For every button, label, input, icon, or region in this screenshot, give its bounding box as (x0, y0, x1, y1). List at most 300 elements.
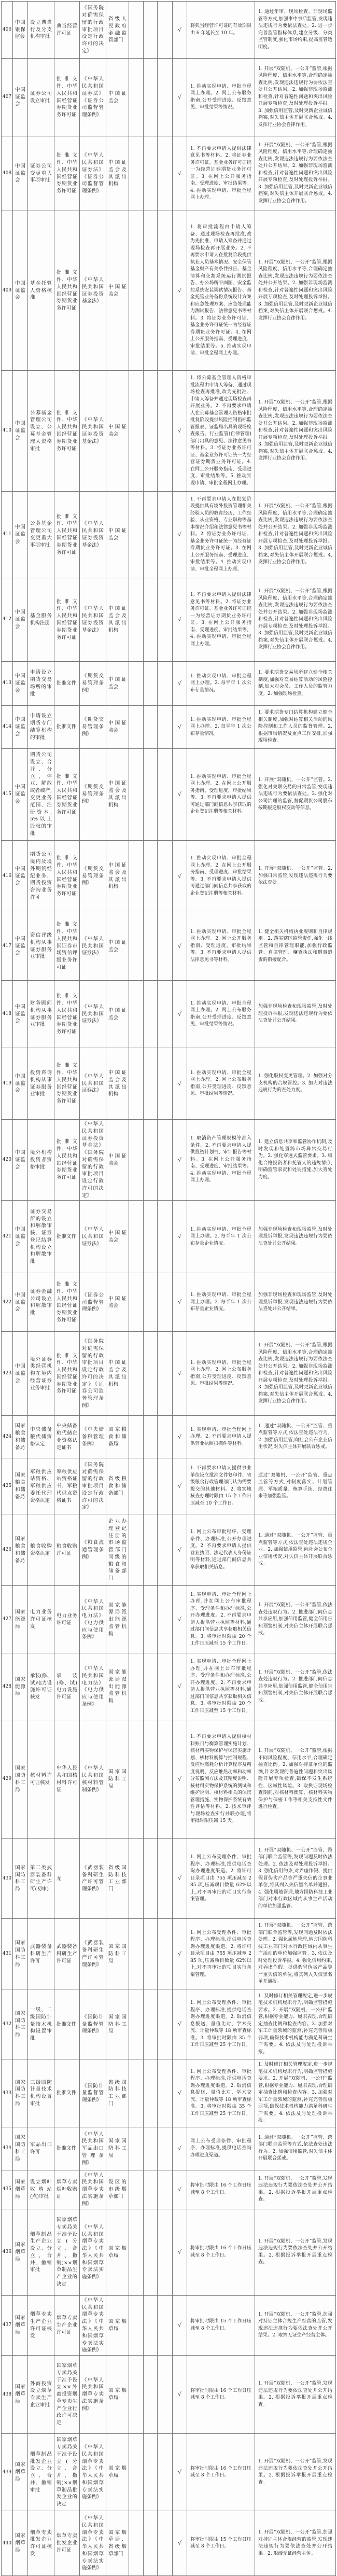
check-mark: √ (173, 1653, 187, 1720)
reform-mode-cell-3 (158, 59, 173, 136)
supervision-measures-cell: 1. 要求期货交易场所建立健全相关制度,加强对交易结算活动的风险控制,加大对会员、工作人员的监管力度。2. 加强现场检查。 (255, 662, 336, 706)
reform-measures-cell: 将审批时限由 16 个工作日压减至 8 个工作日。 (187, 2170, 255, 2209)
reform-mode-cell-2 (144, 2356, 158, 2434)
reform-measures-cell: 将审批时限由 16 个工作日压减至 8 个工作日。 (187, 2356, 255, 2434)
reform-mode-cell-2 (144, 2209, 158, 2295)
check-mark: √ (173, 2127, 187, 2170)
item-name-cell: 境外机构投资者资格审批 (28, 1120, 54, 1201)
item-name-cell: 基金托管人资格核准 (28, 211, 54, 371)
supervision-measures-cell: 1. 通过年审、现场检查、非现场监管等方式,加强事中事后监管,发现违法违规行为要依法查处。2. 进一步完善监管指标体系,建立分级、分类监管制度,强化市场约束,提高监管透明度。 (255, 2, 336, 59)
approval-authority-cell: 省级国防科技工业部门 (106, 1839, 129, 1919)
supervision-measures-cell: 1. 开展“双随机、一公开”监管,加强对持证主体合规生产经营的监管,发现违法违规行为要依法查处并公开结果。2. 取缔无证生产经营主体。 (255, 2295, 336, 2355)
reform-mode-cell-2 (144, 2059, 158, 2127)
check-mark: √ (173, 1416, 187, 1458)
legal-basis-cell: 《粮食流通管理条例》 (80, 1514, 106, 1586)
legal-basis-cell: 《中华人民共和国烟草专卖法》《中华人民共和国烟草专卖法实施条例》 (80, 2511, 106, 2576)
check-mark: √ (173, 2434, 187, 2511)
row-number-cell: 432 (2, 1989, 13, 2059)
legal-basis-cell: 《中华人民共和国电力法》《电力供应与使用条例》 (80, 1653, 106, 1720)
row-number-cell: 413 (2, 662, 13, 706)
check-mark: √ (173, 2295, 187, 2355)
reform-measures-cell: 将审批时限由 15 个工作日压减至 8 个工作日。 (187, 2295, 255, 2355)
table-row (2, 1653, 336, 1720)
department-cell: 中国证监会 (13, 578, 28, 662)
item-name-cell: 基金服务机构注册 (28, 578, 54, 662)
reform-mode-cell-2 (144, 492, 158, 578)
department-cell: 国家国防科工局 (13, 1720, 28, 1839)
reform-mode-cell-1 (129, 1720, 144, 1839)
reform-measures-cell: 1. 推动实现申请、审批全程网上办理。2. 每半年 1 次公布存量情况。 (187, 706, 255, 749)
item-name-cell: 资信评级机构从事证券服务业审批 (28, 912, 54, 981)
check-mark: √ (173, 2511, 187, 2576)
reform-mode-cell-1 (129, 1416, 144, 1458)
supervision-measures-cell: 1. 开展“双随机、一公开”监管,根据风险程度、信用水平等,合理确定抽查比例,发现违法违规行为要依法查处并公开结果。2. 加强非现场监测和检查,针对普遍性问题和突出风险开展专项检查,及时处理投诉举报。3. 加强信用监管,及时更新企业诚信档案,对失信主体开展联合惩戒。4. 发挥行业协会自律作用。 (255, 492, 336, 578)
reform-measures-cell: 1. 推动实现申请、审批全程网上办理。2. 网上公布服务指南,公开受理进度、反馈意见、审批结果等情况。 (187, 1048, 255, 1120)
supervision-measures-cell: 1. 健全相关机构执业规则和自律规则。2. 落实辖区监管责任,强化一线监管和自律管理职能,加强行政监管、自律管理、稽查执法和刑事追责的衔接配合。 (255, 912, 336, 981)
department-cell: 中国证监会 (13, 1120, 28, 1201)
reform-mode-cell-2 (144, 2, 158, 59)
reform-measures-cell: 网上公布受理条件、审批程序、办理标准,提供电话查询办理进度渠道。 (187, 2127, 255, 2170)
reform-mode-cell-2 (144, 59, 158, 136)
item-name-cell: 承装(修、试)电力设施许可证核发 (28, 1653, 54, 1720)
table-row (2, 2209, 336, 2295)
row-number-cell: 433 (2, 2059, 13, 2127)
reform-mode-cell-1 (129, 2209, 144, 2295)
license-name-cell: 批准文件、中华人民共和国经营证券期货业务许可证 (54, 136, 80, 211)
legal-basis-cell: 《中华人民共和国烟草专卖法实施条例》 (80, 2356, 106, 2434)
row-number-cell: 410 (2, 371, 13, 492)
legal-basis-cell: 《中华人民共和国烟草专卖法实施条例》 (80, 2170, 106, 2209)
legal-basis-cell: 《中华人民共和国证券投资基金法》 (80, 371, 106, 492)
legal-basis-cell: 《期货交易管理条例》 (80, 706, 106, 749)
item-name-cell: 第二类武器装备科研生产许可(初审) (28, 1839, 54, 1919)
legal-basis-cell: 《中华人民共和国证券法》 (80, 1201, 106, 1273)
department-cell: 中国证监会 (13, 136, 28, 211)
reform-measures-cell: 1. 推动实现申请、审批全程网上办理。2. 网上公布服务指南,公开受理进度、反馈意见、审批结果等情况。 (187, 59, 255, 136)
row-number-cell: 421 (2, 1201, 13, 1273)
check-mark: √ (173, 2170, 187, 2209)
reform-mode-cell-3 (158, 2127, 173, 2170)
license-name-cell: 烟草专卖生产企业许可证 (54, 2295, 80, 2355)
reform-mode-cell-3 (158, 2295, 173, 2355)
reform-mode-cell-3 (158, 2059, 173, 2127)
table-row (2, 1332, 336, 1416)
legal-basis-cell: 《中华人民共和国证券法》 (80, 981, 106, 1048)
legal-basis-cell: 《期货交易管理条例》 (80, 749, 106, 841)
reform-mode-cell-2 (144, 1048, 158, 1120)
supervision-measures-cell: 1. 强化股权变更管理。2. 加强对分支机构的合规管控。3. 加大对违法违规行为的查处力度。 (255, 1048, 336, 1120)
supervision-measures-cell: 1. 开展“双随机、一公开”监管,根据风险程度、信用水平等,合理确定抽查比例,发现违法违规行为要依法查处并公开结果。2. 加强非现场监测和检查,针对普遍性问题和突出风险开展专项检查,及时处理投诉举报。3. 加强信用监管,及时更新企业诚信档案,对失信主体开展联合惩戒。4. 发挥行业协会自律作用。 (255, 1332, 336, 1416)
table-row (2, 2511, 336, 2576)
department-cell: 中国证监会 (13, 841, 28, 912)
department-cell: 国家国防科工局 (13, 1989, 28, 2059)
item-name-cell: 一级、二级国防计量技术机构设置审批 (28, 1989, 54, 2059)
row-number-cell: 435 (2, 2170, 13, 2209)
reform-mode-cell-2 (144, 1514, 158, 1586)
reform-mode-cell-2 (144, 211, 158, 371)
supervision-measures-cell: 1. 开展“双随机、一公开”监管,发现违法违规行为要依法查处并公开结果。2. 根据投诉举报开展重点检查。 (255, 2209, 336, 2295)
table-row (2, 2127, 336, 2170)
table-row (2, 136, 336, 211)
row-number-cell: 414 (2, 706, 13, 749)
row-number-cell: 416 (2, 841, 13, 912)
reform-measures-cell: 1. 网上公布受理条件、审批程序、办理标准,提供电话查询办理进度渠道。2. 将许可目录项目由 755 项压减至 285 项,压减项目数量 62%以上,对不再审批的项目实行备案管理。 (187, 1919, 255, 1989)
row-number-cell: 430 (2, 1839, 13, 1919)
item-name-cell: 公募基金管理公司变更重大事项审批 (28, 492, 54, 578)
reform-mode-cell-3 (158, 136, 173, 211)
item-name-cell: 烟草制品批发企业设立、分立、合并、撤销审批 (28, 2434, 54, 2511)
reform-measures-cell: 1. 网上公布受理条件、审批程序、办理标准,提供电话查询办理进度渠道。2. 取消信息报送、量值比对、学术交流、计量仲裁等 18 项审查标准。3. 将审批时限由 35 个工作日压减至 25 个工作日。 (187, 2059, 255, 2127)
approval-authority-cell: 中国证监会及其派出机构 (106, 1048, 129, 1120)
check-mark: √ (173, 912, 187, 981)
supervision-measures-cell: 1. 建立信息共享和监管协作机制,及时发现和处置跨市场异常交易行为。2. 强化穿透式监管要求。3. 细化合格投资者和托管人的违规情形,明确监管职责和处罚措施,加大查处力度。 (255, 1120, 336, 1201)
department-cell: 中国证监会 (13, 912, 28, 981)
license-name-cell: 批准文件、中华人民共和国经营证券期货业务许可证 (54, 59, 80, 136)
supervision-measures-cell: 1. 开展“双随机、一公开”监管,根据风险程度、信用水平等,合理确定抽查比例,发现违法违规行为要依法查处并公开结果。2. 加强非现场监测和检查,针对普遍性问题和突出风险开展专项检查,及时处理投诉举报。3. 加强信用监管,及时更新企业诚信档案,对失信主体开展联合惩戒。4. 发挥行业协会自律作用。 (255, 578, 336, 662)
license-name-cell: 批准文件 (54, 2059, 80, 2127)
reform-measures-cell: 1. 网上公布受理条件、审批程序、办理标准,提供电话查询办理进度渠道。2. 将许可目录项目由 755 项压减至 285 项,压减项目数量 62%以上,对不再审批的项目实行备案管理。 (187, 1839, 255, 1919)
item-name-cell: 境外证券类经营机构在境内经营证券业务审批 (28, 1332, 54, 1416)
reform-mode-cell-2 (144, 706, 158, 749)
reform-mode-cell-3 (158, 1919, 173, 1989)
reform-measures-cell: 1. 取消资产管理规模等准入条件。2. 不再要求申请人提供投资计划书、审计报告等材料。3. 在网上公开服务指南、受理进度、审批结果等。4. 推动实现申请、审批全程网上办理。 (187, 1120, 255, 1201)
check-mark: √ (173, 1048, 187, 1120)
department-cell: 国家烟草局 (13, 2434, 28, 2511)
supervision-measures-cell: 加强非现场检查和现场监管,及时处理投诉举报,发现违法违规行为要依法查处并公开结果。 (255, 1201, 336, 1273)
reform-mode-cell-3 (158, 1273, 173, 1332)
item-name-cell: 公募基金管理公司设立、公募基金管理人资格审批 (28, 371, 54, 492)
reform-mode-cell-2 (144, 136, 158, 211)
reform-mode-cell-2 (144, 1201, 158, 1273)
item-name-cell: 电力业务许可证核发 (28, 1586, 54, 1653)
row-number-cell: 418 (2, 981, 13, 1048)
check-mark: √ (173, 1120, 187, 1201)
item-name-cell: 期货公司设立、合并、分立、停业、解散或者破产,变更业务范围、注册资本,5%以上股权的审批 (28, 749, 54, 841)
reform-mode-cell-3 (158, 578, 173, 662)
item-name-cell: 投资咨询机构从事证券服务业审批 (28, 1048, 54, 1120)
approval-authority-cell: 中国证监会 (106, 371, 129, 492)
department-cell: 国家国防科工局 (13, 1919, 28, 1989)
reform-measures-cell: 1. 将审批流程由申请人筹备、通过现场检查再批准,改为先批准、申请人筹备并通过现场检查再开展业务。2. 不再要求申请人在批复阶段提供执业人员基本情况、安全保管基金财产有关条件报告、基金清算和交割系统运行测试报告、办公场所平面图、安全监控系统安装调试情况报告、基金托管业务备份系统设计方案和应急处理方案、应急处理能力测试报告、法律意见书等材料。3. 将证券业务许可证、基金业务许可证统一为经营证券期货业务许可证。4. 在网上公开服务指南、受理进度、审批结果等。5. 推动实现申请、审批全程网上办理。 (187, 211, 255, 371)
legal-basis-cell: 《证券公司监督管理条例》 (80, 1273, 106, 1332)
reform-measures-cell: 将审批时限由 16 个工作日压减至 8 个工作日。 (187, 2434, 255, 2511)
supervision-measures-cell: 1. 开展“双随机、一公开”监管,发现违法违规行为要依法查处并公开结果。2. 根据投诉举报开展重点检查。 (255, 2434, 336, 2511)
reform-measures-cell: 1. 推动实现申请、审批全程网上办理。2. 每半年 1 次公布存量情况。 (187, 662, 255, 706)
approval-authority-cell: 国家烟草局、省级烟草部门 (106, 2511, 129, 2576)
reform-measures-cell: 1. 网上公布受理条件、审批程序、办理标准,提供电话查询办理进度渠道。2. 取消信息报送、量值比对、学术交流、计量仲裁等 18 项审查标准。3. 将审批时限由 35 个工作日压减至 25 个工作日。 (187, 1989, 255, 2059)
department-cell: 国家烟草局 (13, 2295, 28, 2355)
department-cell: 中国证监会 (13, 662, 28, 706)
reform-mode-cell-2 (144, 662, 158, 706)
reform-mode-cell-3 (158, 1458, 173, 1514)
legal-basis-cell: 《中华人民共和国证券投资基金法》《国务院对确需保留的行政审批项目设定行政许可的决定》 (80, 1120, 106, 1201)
reform-measures-cell: 1. 推动实现申请、审批全程网上办理。2. 网上公布服务指南,公开受理进度、反馈意见、审批结果等情况。 (187, 981, 255, 1048)
reform-measures-cell: 1. 推动实现申请、审批全程网上办理。2. 在网上公开服务指南、受理进度、审批结果等。3. 不再要求申请人提供可通过部门间信息共享获取的企业登记注册等相关材料。 (187, 749, 255, 841)
license-name-cell: 批准文件、中华人民共和国经营证券期货业务许可证 (54, 578, 80, 662)
approval-authority-cell: 中国证监会及其派出机构 (106, 749, 129, 841)
supervision-measures-cell: 1. 开展“双随机、一公开”监管,根据风险程度、信用水平等,合理确定抽查比例,发现违法违规行为要依法查处并公开结果。2. 加强非现场监测和检查,针对普遍性问题和突出风险开展专项检查,及时处理投诉举报。3. 加强信用监管,及时更新企业诚信档案,对失信主体开展联合惩戒。4. 发挥行业协会自律作用。 (255, 59, 336, 136)
approval-authority-cell: 中国证监会 (106, 59, 129, 136)
reform-mode-cell-3 (158, 2, 173, 59)
row-number-cell: 429 (2, 1720, 13, 1839)
license-name-cell: 烟草专卖烟叶收购证 (54, 2170, 80, 2209)
approval-authority-cell: 中国证监会 (106, 912, 129, 981)
department-cell: 国家粮食和储备局 (13, 1458, 28, 1514)
reform-mode-cell-2 (144, 749, 158, 841)
reform-mode-cell-3 (158, 1120, 173, 1201)
reform-mode-cell-3 (158, 662, 173, 706)
supervision-measures-cell: 1. 通过“双随机、一公开”监管、重点监管等方式,依法查处违法违规企业。2. 加强信用监管,向社会公布企业信用状况,对失信主体开展联合惩戒。 (255, 1514, 336, 1586)
reform-mode-cell-1 (129, 59, 144, 136)
reform-mode-cell-3 (158, 912, 173, 981)
check-mark: √ (173, 662, 187, 706)
table-row (2, 1201, 336, 1273)
reform-measures-cell: 1. 不再要求申请人提供事业单位设立批准文件复印件、省级粮食行政管理部门认为需要提交的其他材料。2. 将实地核查办理时限由 15 个工作日压减至 10 个工作日。 (187, 1458, 255, 1514)
legal-basis-cell: 《期货交易管理条例》 (80, 662, 106, 706)
approval-authority-cell: 国家烟草局 (106, 2209, 129, 2295)
department-cell: 国家能源局 (13, 1653, 28, 1720)
department-cell: 中国证监会 (13, 59, 28, 136)
legal-basis-cell: 《中华人民共和国电力法》《电力供应与使用条例》 (80, 1586, 106, 1653)
table-row (2, 981, 336, 1048)
license-name-cell: 武器装备科研生产许可证 (54, 1919, 80, 1989)
approval-items-table (1, 1, 336, 2576)
reform-mode-cell-2 (144, 578, 158, 662)
reform-mode-cell-1 (129, 492, 144, 578)
approval-authority-cell: 中国证监会 (106, 1120, 129, 1201)
department-cell: 中国证监会 (13, 749, 28, 841)
row-number-cell: 431 (2, 1919, 13, 1989)
check-mark: √ (173, 706, 187, 749)
row-number-cell: 408 (2, 136, 13, 211)
check-mark: √ (173, 492, 187, 578)
reform-mode-cell-2 (144, 1839, 158, 1919)
legal-basis-cell: 《中华人民共和国证券法》 (80, 912, 106, 981)
reform-mode-cell-3 (158, 1048, 173, 1120)
supervision-measures-cell: 通过“双随机、一公开”监管、重点监管等方式,对制度落实、计划管理、军粮质量、核算手续、经费往来等加强监管。 (255, 1458, 336, 1514)
supervision-measures-cell: 1. 开展“双随机、一公开”监管、跨部门联合监管等,发现问题及时依法处理。2. 强化属地管理,地方国防科技工业部门对本行政区域内从事生产活动的单位加强监管。3. 依法及时处理投诉举报。4. 强化信用约束,对弄虚作假、提供假冒伪劣产品等严重失信的单位,将其列入失信黑名单并通报。 (255, 1919, 336, 1989)
reform-mode-cell-2 (144, 1919, 158, 1989)
supervision-measures-cell: 1. 开展“双随机、一公开”监管,根据风险程度、信用水平等,合理确定抽查比例,发现违法违规行为要依法查处并公开结果。2. 加强非现场监测和检查,针对普遍性问题和突出风险开展专项检查,及时处理投诉举报。3. 加强信用监管,及时更新企业诚信档案,对失信主体开展联合惩戒。4. 发挥行业协会自律作用。 (255, 371, 336, 492)
reform-measures-cell: 1. 不再要求申请人提供法律意见书等材料。2. 将证券业务许可证、基金业务许可证统一为经营证券期货业务许可证。3. 在网上公开服务指南、受理进度、审批结果等。4. 推动实现申请、审批全程网上办理。 (187, 578, 255, 662)
item-name-cell: 设立典当行及分支机构审批 (28, 2, 54, 59)
license-name-cell: 批准文件、中华人民共和国经营证券期货业务许可证 (54, 841, 80, 912)
item-name-cell: 证券交易所的设立和解散审核、证券登记结算机构设立和解散审批 (28, 1201, 54, 1273)
approval-authority-cell: 国家国防科工局 (106, 1720, 129, 1839)
approval-authority-cell: 国家粮食和储备局 (106, 1416, 129, 1458)
reform-mode-cell-2 (144, 1416, 158, 1458)
license-name-cell: 国家烟草专卖局关于准予设立(分立、合并、撤销)××烟草制品批发企业的决定 (54, 2434, 80, 2511)
license-name-cell: 典当经营许可证 (54, 2, 80, 59)
license-name-cell: 批准文件、中华人民共和国经营证券期货业务许可证 (54, 1273, 80, 1332)
approval-authority-cell: 中国证监会 (106, 1273, 129, 1332)
reform-mode-cell-1 (129, 1653, 144, 1720)
reform-mode-cell-1 (129, 211, 144, 371)
supervision-measures-cell: 1. 开展“双随机、一公开”监管,发现违法违规行为要依法查处并公开结果。2. 根据投诉举报开展重点检查。 (255, 2356, 336, 2434)
reform-measures-cell: 1. 推动实现申请、审批全程网上办理。2. 网上公布服务指南,公开受理进度、反馈意见、审批结果等情况。 (187, 1332, 255, 1416)
row-number-cell: 426 (2, 1514, 13, 1586)
reform-mode-cell-1 (129, 706, 144, 749)
approval-authority-cell: 国家能源局派出能源监管机构 (106, 1653, 129, 1720)
table-row (2, 706, 336, 749)
approval-table-body (2, 2, 336, 2576)
row-number-cell: 409 (2, 211, 13, 371)
supervision-measures-cell: 1. 开展“双随机、一公开”监管、跨部门联合监管等,发现问题及时依法处理。2. 依法及时处理投诉举报。3. 强化信用约束,对弄虚作假、提供假冒伪劣产品等严重失信的企事业单位,将其列入失信黑名单并通报。4. 强化属地管理,地方国防科技工业部门对本行政区域内从事生产活动的单位加强监管。 (255, 1839, 336, 1919)
reform-mode-cell-1 (129, 1989, 144, 2059)
approval-authority-cell: 国家烟草局 (106, 2356, 129, 2434)
supervision-measures-cell: 1. 要求期货专门结算机构建立健全相关制度,加强对结算相关活动的风险控制和工作人员的监督管理。2. 根据市场情况及重点工作安排,加强现场检查。 (255, 706, 336, 749)
reform-mode-cell-1 (129, 1458, 144, 1514)
reform-mode-cell-1 (129, 1201, 144, 1273)
item-name-cell: 武器装备科研生产许可 (28, 1919, 54, 1989)
row-number-cell: 439 (2, 2434, 13, 2511)
table-row (2, 59, 336, 136)
approval-authority-cell: 国家能源局派出能源监管机构 (106, 1586, 129, 1653)
supervision-measures-cell: 1. 开展“双随机、一公开”监管,根据不同风险程度、信用水平,合理确定抽查比例。2. 加强对持证单位的监测,针对发现的普遍性问题和突出风险开展专项检查,确保不发生系统性、区域性风险。3. 取换证现场检查期间,对核材料衡算、核材料实物保护与保密工作等相关支持性文件进行检查。 (255, 1720, 336, 1839)
reform-mode-cell-2 (144, 371, 158, 492)
reform-mode-cell-1 (129, 2295, 144, 2355)
row-number-cell: 428 (2, 1653, 13, 1720)
reform-mode-cell-3 (158, 2511, 173, 2576)
approval-authority-cell: 中国证监会 (106, 492, 129, 578)
department-cell: 中国证监会 (13, 1332, 28, 1416)
reform-mode-cell-2 (144, 2127, 158, 2170)
reform-mode-cell-1 (129, 2, 144, 59)
check-mark: √ (173, 1919, 187, 1989)
supervision-measures-cell: 1. 开展“双随机、一公开”监管,依法查处违规行为。2. 推进部门间信息共享应用,加强信用监管,健全信用告知预警机制,对失信主体开展联合惩戒。 (255, 1653, 336, 1720)
approval-authority-cell: 国家国防科工局 (106, 1989, 129, 2059)
license-name-cell: 承装(修、试)电力设施许可证 (54, 1653, 80, 1720)
department-cell: 中国证监会 (13, 706, 28, 749)
legal-basis-cell: 《中华人民共和国军品出口管理条例》 (80, 2127, 106, 2170)
supervision-measures-cell: 1. 开展“双随机、一公开”监管。2. 加强日常监管,发现违法违规行为要依法查处。 (255, 841, 336, 912)
approval-authority-cell: 国家烟草局 (106, 2295, 129, 2355)
check-mark: √ (173, 2209, 187, 2295)
reform-mode-cell-1 (129, 841, 144, 912)
table-row (2, 2, 336, 59)
reform-measures-cell: 1. 实现申请、审批全程网上办理,并在网上公布审批程序、受理条件和办理标准,公开办理进度。2. 不再要求申请人提供营业执照等材料,通过部门间信息共享获取相关信息。3. 将审批时限由 20 个工作日压减至 15 个工作日。 (187, 1653, 255, 1720)
approval-authority-cell: 设区的市级烟草部门 (106, 2170, 129, 2209)
reform-mode-cell-1 (129, 2127, 144, 2170)
license-name-cell: 批准文件、中华人民共和国证券市场资信评级业务许可证 (54, 912, 80, 981)
reform-mode-cell-2 (144, 1120, 158, 1201)
license-name-cell: 烟草专卖批发企业许可证 (54, 2511, 80, 2576)
approval-authority-cell: 中国证监会及其派出机构 (106, 1332, 129, 1416)
table-row (2, 1273, 336, 1332)
department-cell: 国家粮食和储备局 (13, 1416, 28, 1458)
license-name-cell: 中央储备粮代储企业资格认定证书 (54, 1416, 80, 1458)
supervision-measures-cell: 1. 及时修订相关管理规定,进一步规范技术机构履职行为,明确监管措施要求。2. 开展“双随机、一公开”监管,根据专业能力、履职表现,合理确定抽查比例和检查内容。3. 加强对军工计量领域的监测,补充完善短板弱项,确保技术机构能力满足科研生产需要。4. 依法及时处理投诉举报。 (255, 2059, 336, 2127)
reform-mode-cell-3 (158, 2209, 173, 2295)
reform-mode-cell-3 (158, 749, 173, 841)
license-name-cell: 中华人民共和国核材料许可证 (54, 1720, 80, 1839)
row-number-cell: 427 (2, 1586, 13, 1653)
table-row (2, 492, 336, 578)
table-row (2, 1586, 336, 1653)
reform-mode-cell-2 (144, 2170, 158, 2209)
license-name-cell: 批准文件 (54, 662, 80, 706)
reform-mode-cell-1 (129, 1273, 144, 1332)
supervision-measures-cell: 1. 开展“双随机、一公开”监管,根据风险程度、信用水平等,合理确定抽查比例,发现违法违规行为要依法查处并公开结果。2. 加强非现场监测和检查,针对普遍性问题和突出风险开展专项检查,及时处理投诉举报。3. 加强信用监管,及时更新企业诚信档案,对失信主体开展联合惩戒。4. 发挥行业协会自律作用。 (255, 136, 336, 211)
reform-mode-cell-1 (129, 2059, 144, 2127)
legal-basis-cell: 《中华人民共和国烟草专卖法》《中华人民共和国烟草专卖法实施条例》 (80, 2434, 106, 2511)
license-name-cell: 批准文件、中华人民共和国经营证券期货业务许可证 (54, 211, 80, 371)
table-row (2, 1720, 336, 1839)
reform-mode-cell-2 (144, 2434, 158, 2511)
reform-mode-cell-3 (158, 706, 173, 749)
reform-mode-cell-3 (158, 2170, 173, 2209)
item-name-cell: 证券公司变更重大事项审批 (28, 136, 54, 211)
table-row (2, 662, 336, 706)
table-row (2, 2170, 336, 2209)
item-name-cell: 烟草专卖生产企业许可证核发 (28, 2295, 54, 2355)
license-name-cell: 粮食收购许可证 (54, 1514, 80, 1586)
row-number-cell: 437 (2, 2295, 13, 2355)
row-number-cell: 411 (2, 492, 13, 578)
legal-basis-cell: 《中华人民共和国证券法》《证券公司监督管理条例》 (80, 59, 106, 136)
legal-basis-cell: 《国防计量监督管理条例》 (80, 2059, 106, 2127)
check-mark: √ (173, 2, 187, 59)
reform-mode-cell-1 (129, 1048, 144, 1120)
department-cell: 国家烟草局 (13, 2511, 28, 2576)
approval-authority-cell: 省级人民政府金融监管部门 (106, 2, 129, 59)
reform-mode-cell-1 (129, 912, 144, 981)
reform-mode-cell-2 (144, 1458, 158, 1514)
legal-basis-cell: 《国务院对确需保留的行政审批项目设定行政许可的决定》 (80, 1458, 106, 1514)
license-name-cell: 批准文件、中华人民共和国经营证券期货业务许可证 (54, 371, 80, 492)
approval-authority-cell: 中国证监会 (106, 1201, 129, 1273)
reform-mode-cell-3 (158, 1839, 173, 1919)
item-name-cell: 三级国防计量技术机构设置审批 (28, 2059, 54, 2127)
legal-basis-cell: 《国务院对确需保留的行政审批项目设定行政许可的决定》《证券公司监督管理条例》 (80, 1332, 106, 1416)
approval-authority-cell: 中国证监会 (106, 706, 129, 749)
table-row (2, 1048, 336, 1120)
department-cell: 国家烟草局 (13, 2209, 28, 2295)
reform-mode-cell-2 (144, 1332, 158, 1416)
table-row (2, 2295, 336, 2355)
table-row (2, 912, 336, 981)
reform-measures-cell: 1. 不再要求申请人提供法律意见书等材料。2. 将证券业务许可证、基金业务许可证统一为经营证券期货业务许可证。3. 在网上公开服务指南、受理进度、审批结果等。4. 推动实现申请、审批全程网上办理。 (187, 136, 255, 211)
item-name-cell: 期货公司境内及境外期货经纪业务、期货投资咨询业务许可 (28, 841, 54, 912)
license-name-cell: 批准文件、中华人民共和国经营证券期货业务许可证 (54, 1048, 80, 1120)
reform-mode-cell-1 (129, 662, 144, 706)
license-name-cell: 批准文件、中华人民共和国经营证券期货业务许可证 (54, 1332, 80, 1416)
approval-authority-cell: 中国证监会 (106, 662, 129, 706)
reform-mode-cell-3 (158, 1586, 173, 1653)
check-mark: √ (173, 1201, 187, 1273)
item-name-cell: 设立烟叶收购站(点)审批 (28, 2170, 54, 2209)
item-name-cell: 财务顾问机构从事证券服务业审批 (28, 981, 54, 1048)
reform-measures-cell: 1. 不再要求申请人在批复阶段提供具有境外投资管理相关经验人员的教育经历、工作经验、从业资格、专业职称等基本情况介绍和法律意见书等材料。2. 将证券业务许可证、基金业务许可证统一为经营证券期货业务许可证。3. 在网上公开服务指南、受理进度、审批结果等。4. 推动实现申请、审批全程网上办理。 (187, 492, 255, 578)
table-row (2, 371, 336, 492)
reform-mode-cell-3 (158, 371, 173, 492)
table-row (2, 1416, 336, 1458)
check-mark: √ (173, 1458, 187, 1514)
table-row (2, 1919, 336, 1989)
table-row (2, 749, 336, 841)
approval-authority-cell: 国家国防科工局 (106, 1919, 129, 1989)
table-row (2, 1458, 336, 1514)
reform-measures-cell: 1. 网上公布审批程序、受理条件、办理标准,公开办理进度。2. 不再要求申请人提供营业执照、法定代表人身份证明等材料,通过部门间信息共享获取相关信息。 (187, 1514, 255, 1586)
reform-measures-cell: 1. 不再要求申请人提供核材料账目与衡算管理实施计划、核材料实物保护与保密实施计划、核材料衡算与控制规程、反应堆燃耗分析计算程序及精度说明、反应堆热功率和功率分布监测方法及其精度说明、核材料实物保护系统的测试和维护说明、核材料相关的保密管理措施、实物保护系统有效性评估等材料。2. 技术审评与现场检查实行并联办理,将审批时限压减 15 天。 (187, 1720, 255, 1839)
table-row (2, 1989, 336, 2059)
license-name-cell: 国家烟草专卖局关于准予设立××外商投资烟草专卖生产企业行政许可决定 (54, 2356, 80, 2434)
reform-measures-cell: 1. 实现申请、审批全程网上办理。2. 不再要求申请人提供营业执照扫描件等材料。 (187, 1416, 255, 1458)
supervision-measures-cell: 1. 开展“双随机、一公开”监管,加强对持证主体合规经营的监管,发现违法违规行为要依法查处并公开结果。2. 取缔无证经营主体。 (255, 2511, 336, 2576)
legal-basis-cell: 《中华人民共和国证券法》 (80, 1048, 106, 1120)
item-name-cell: 军粮供应站资格、军粮供应委托代理资格认定 (28, 1458, 54, 1514)
reform-mode-cell-1 (129, 981, 144, 1048)
